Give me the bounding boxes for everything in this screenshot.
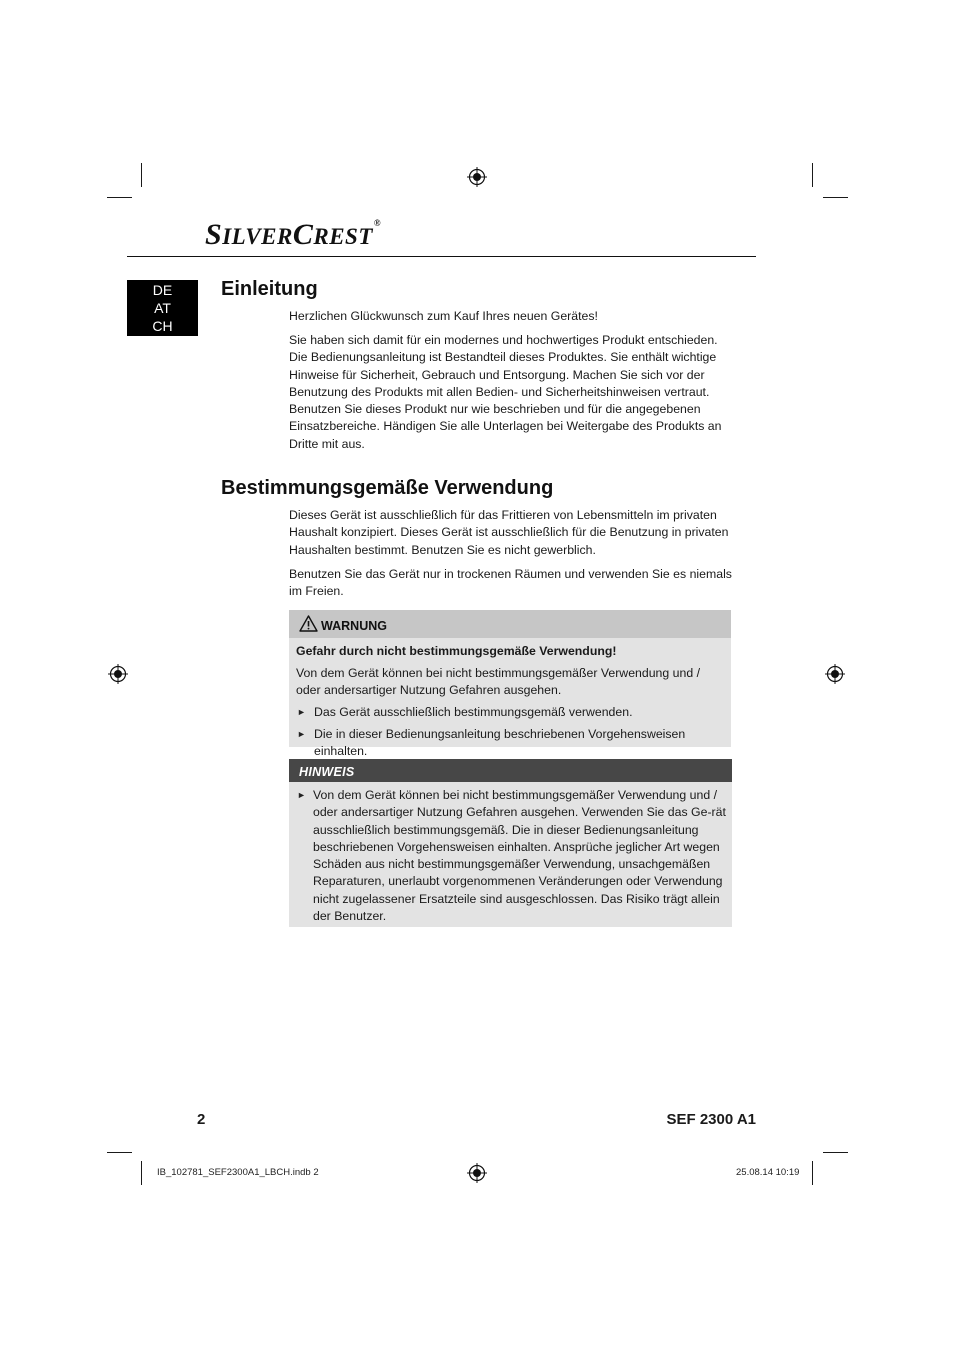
warning-label: WARNUNG [321,619,387,633]
hint-label: HINWEIS [299,765,355,779]
warning-header [289,610,731,638]
warning-box [289,610,731,759]
registration-mark-icon [467,167,487,187]
language-code: CH [152,318,173,334]
bullet-arrow-icon: ► [297,707,306,717]
crop-mark [107,1152,132,1153]
page-number: 2 [197,1111,206,1128]
print-slug-date: 25.08.14 10:19 [736,1167,800,1178]
crop-mark [812,1161,813,1185]
warning-text: Von dem Gerät können bei nicht bestimmungsgemäßer Verwendung und / oder andersartiger Nutzung Gefahren ausgehen. [296,666,700,698]
intended-use-paragraph: Benutzen Sie das Gerät nur in trockenen Räumen und verwenden Sie es niemals im Freien. [289,567,732,599]
brand-logo: SILVERCREST® [205,218,382,251]
registration-mark-icon [825,664,845,684]
warning-bullet: Die in dieser Bedienungsanleitung beschriebenen Vorgehensweisen einhalten. [314,727,686,759]
bullet-arrow-icon: ► [297,729,306,739]
section-title-intro: Einleitung [221,278,318,300]
intro-paragraph: Herzlichen Glückwunsch zum Kauf Ihres neuen Gerätes! [289,309,598,323]
crop-mark [141,1161,142,1185]
warning-triangle-icon [299,615,318,632]
registration-mark-icon [467,1163,487,1183]
crop-mark [107,197,132,198]
crop-mark [823,197,848,198]
warning-bullet: Das Gerät ausschließlich bestimmungsgemäß verwenden. [314,705,633,719]
print-slug-file: IB_102781_SEF2300A1_LBCH.indb 2 [157,1167,319,1178]
hint-text: Von dem Gerät können bei nicht bestimmungsgemäßer Verwendung und / oder andersartiger Nutzung Gefahren ausgehen. Verwenden Sie das Ge-rät ausschließlich bestimmungsgemäß. Die in dieser Bedienungsanleitung beschriebenen Vorgehensweisen einhalten. Ansprüche jeglicher Art wegen Schäden aus nicht bestimmungsgemäßer Verwendung, unsachgemäßen Reparaturen, unerlaubt vorgenommenen Veränderungen oder Verwendung nicht zugelassener Ersatzteile sind ausgeschlossen. Das Risiko trägt allein der Benutzer. [313,788,726,924]
warning-heading: Gefahr durch nicht bestimmungsgemäße Verwendung! [296,644,617,658]
hint-header [289,759,732,782]
hint-box [289,759,732,927]
crop-mark [823,1152,848,1153]
registration-mark-icon [108,664,128,684]
section-title-intended-use: Bestimmungsgemäße Verwendung [221,477,554,499]
bullet-arrow-icon: ► [297,790,306,800]
crop-mark [812,163,813,187]
intended-use-paragraph: Dieses Gerät ist ausschließlich für das Frittieren von Lebensmitteln im privaten Haushalt konzipiert. Dieses Gerät ist ausschließlich für die Benutzung in privaten Haushalten bestimmt. Benutzen Sie es nicht gewerblich. [289,508,729,557]
intro-paragraph: Sie haben sich damit für ein modernes und hochwertiges Produkt entschieden. Die Bedienungsanleitung ist Bestandteil dieses Produktes. Sie enthält wichtige Hinweise für Sicherheit, Gebrauch und Entsorgung. Machen Sie sich vor der Benutzung des Produkts mit allen Bedien- und Sicherheitshinweisen vertraut. Benutzen Sie dieses Produkt nur wie beschrieben und für die angegebenen Einsatzbereiche. Händigen Sie alle Unterlagen bei Weitergabe des Produkts an Dritte mit aus. [289,333,722,451]
header-rule [127,256,756,257]
language-code: AT [154,300,171,316]
language-code: DE [152,282,173,298]
model-number: SEF 2300 A1 [666,1111,756,1128]
crop-mark [141,163,142,187]
language-tab [127,280,198,336]
